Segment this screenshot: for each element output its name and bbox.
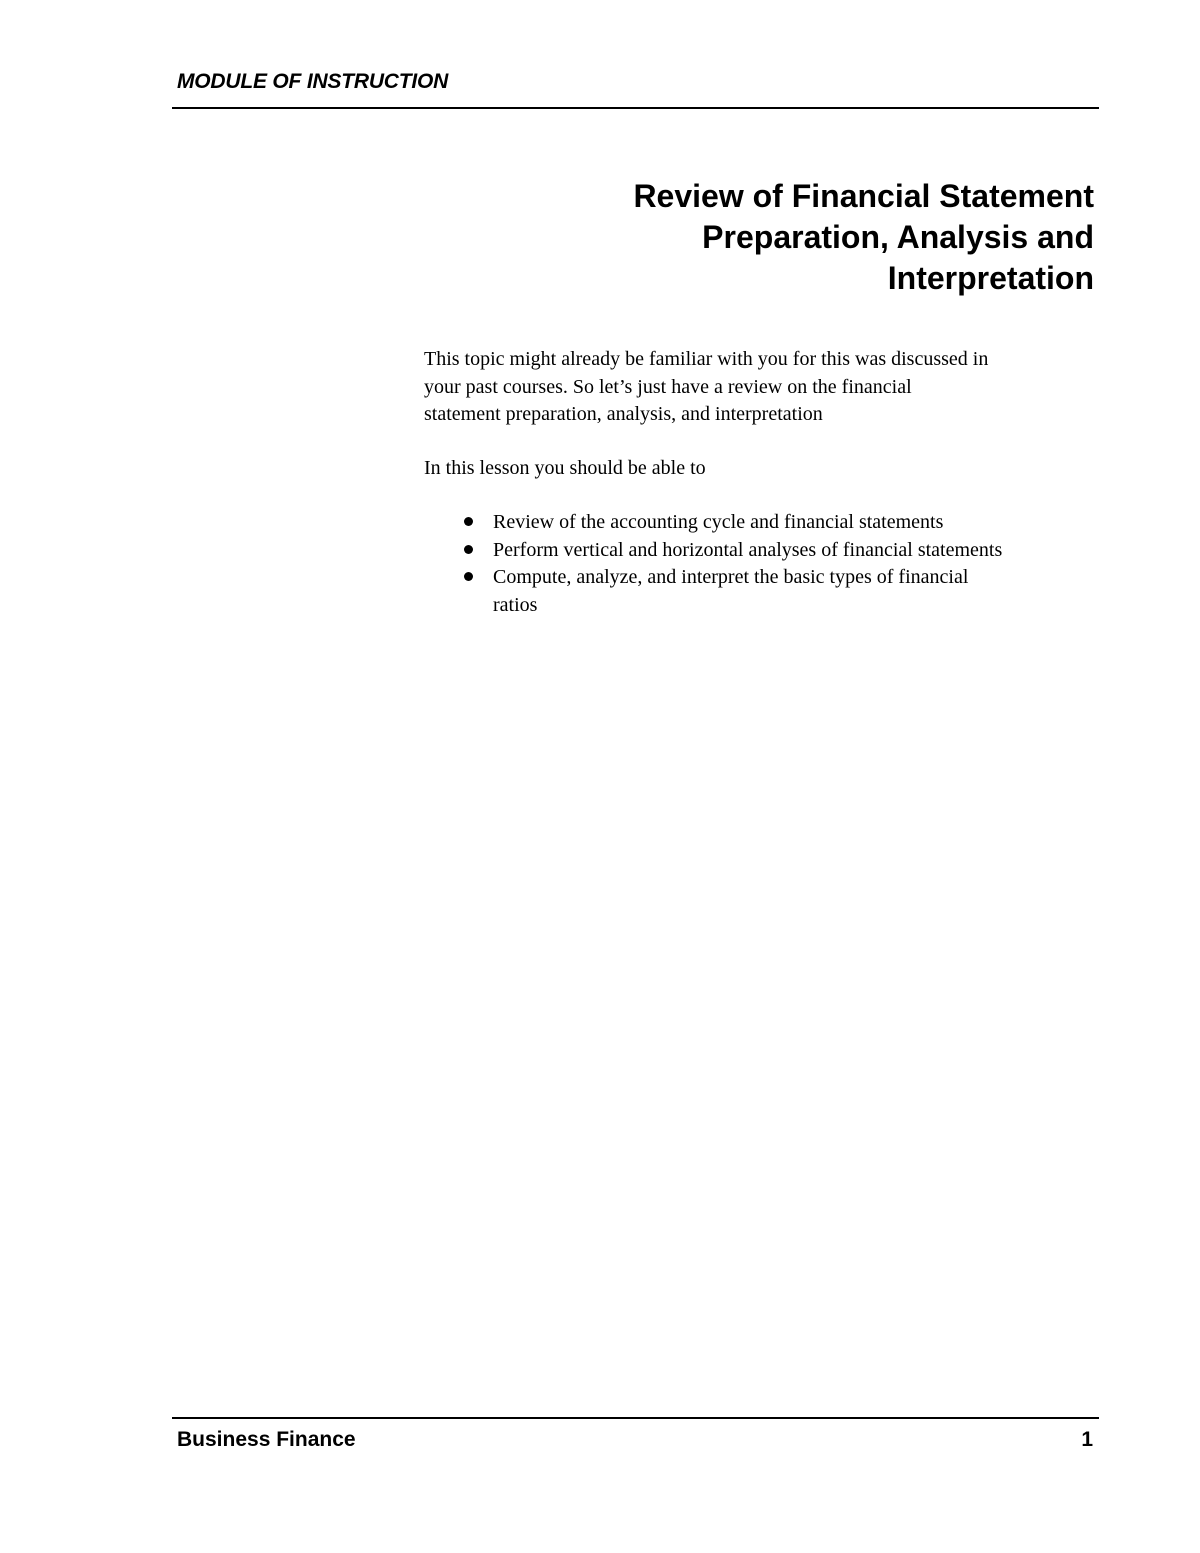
objectives-lead: In this lesson you should be able to (424, 456, 706, 479)
lesson-body (424, 346, 1104, 619)
footer-course-name: Business Finance (177, 1428, 356, 1451)
intro-line: your past courses. So let’s just have a review on the financial (424, 375, 912, 398)
footer-divider (172, 1417, 1099, 1419)
objective-line: Perform vertical and horizontal analyses of financial statements (493, 538, 1003, 561)
objective-item (424, 509, 1104, 537)
page-number: 1 (1081, 1428, 1093, 1451)
bullet-icon (458, 564, 478, 592)
objective-item (424, 537, 1104, 565)
intro-line: This topic might already be familiar with you for this was discussed in (424, 348, 989, 370)
header-divider (172, 107, 1099, 109)
objective-item (424, 564, 1104, 619)
intro-line: statement preparation, analysis, and interpretation (424, 403, 823, 425)
title-line: Interpretation (887, 260, 1094, 296)
bullet-icon (458, 509, 478, 537)
objective-line: ratios (493, 593, 538, 616)
bullet-icon (458, 537, 478, 565)
objectives-list (424, 509, 1104, 619)
page-title (534, 176, 1094, 299)
intro-paragraph (424, 346, 1104, 429)
title-line: Review of Financial Statement (633, 178, 1094, 214)
objective-line: Review of the accounting cycle and financial statements (493, 511, 944, 533)
objective-line: Compute, analyze, and interpret the basic types of financial (493, 566, 969, 588)
module-header: MODULE OF INSTRUCTION (177, 70, 449, 93)
title-line: Preparation, Analysis and (702, 219, 1094, 255)
